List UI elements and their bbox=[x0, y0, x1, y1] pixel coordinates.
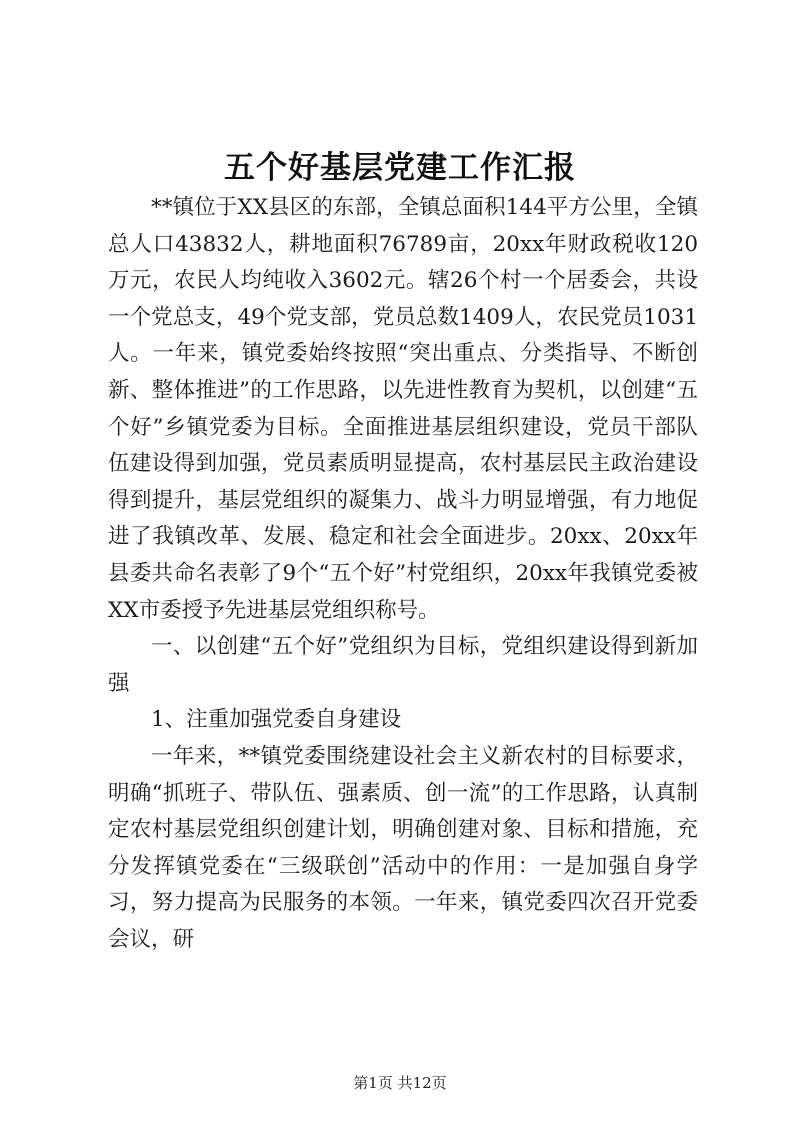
page-number-footer: 第1页 共12页 bbox=[353, 1074, 447, 1092]
section-heading-1: 一、以创建“五个好”党组织为目标，党组织建设得到新加强 bbox=[108, 634, 698, 696]
paragraph-intro: **镇位于XX县区的东部，全镇总面积144平方公里，全镇总人口43832人，耕地面积76789亩，20xx年财政税收120万元，农民人均纯收入3602元。辖26个村一个居委会，共设一个党总支，49个党支部，党员总数1409人，农民党员1031人。一年来，镇党委始终按照“突出重点、分类指导、不断创新、整体推进”的工作思路，以先进性教育为契机，以创建“五个好”乡镇党委为目标。全面推进基层组织建设，党员干部队伍建设得到加强，党员素质明显提高，农村基层民主政治建设得到提升，基层党组织的凝集力、战斗力明显增强，有力地促进了我镇改革、发展、稳定和社会全面进步。20xx、20xx年县委共命名表彰了9个“五个好”村党组织，20xx年我镇党委被XX市委授予先进基层党组织称号。 bbox=[108, 195, 698, 623]
document-title: 五个好基层党建工作汇报 bbox=[224, 150, 576, 186]
paragraph-party-committee: 一年来，**镇党委围绕建设社会主义新农村的目标要求，明确“抓班子、带队伍、强素质、创一流”的工作思路，认真制定农村基层党组织创建计划，明确创建对象、目标和措施，充分发挥镇党委在“三级联创”活动中的作用：一是加强自身学习，努力提高为民服务的本领。一年来，镇党委四次召开党委会议，研 bbox=[108, 743, 698, 952]
document-body bbox=[108, 190, 698, 958]
subsection-heading-1: 1、注重加强党委自身建设 bbox=[151, 707, 402, 733]
